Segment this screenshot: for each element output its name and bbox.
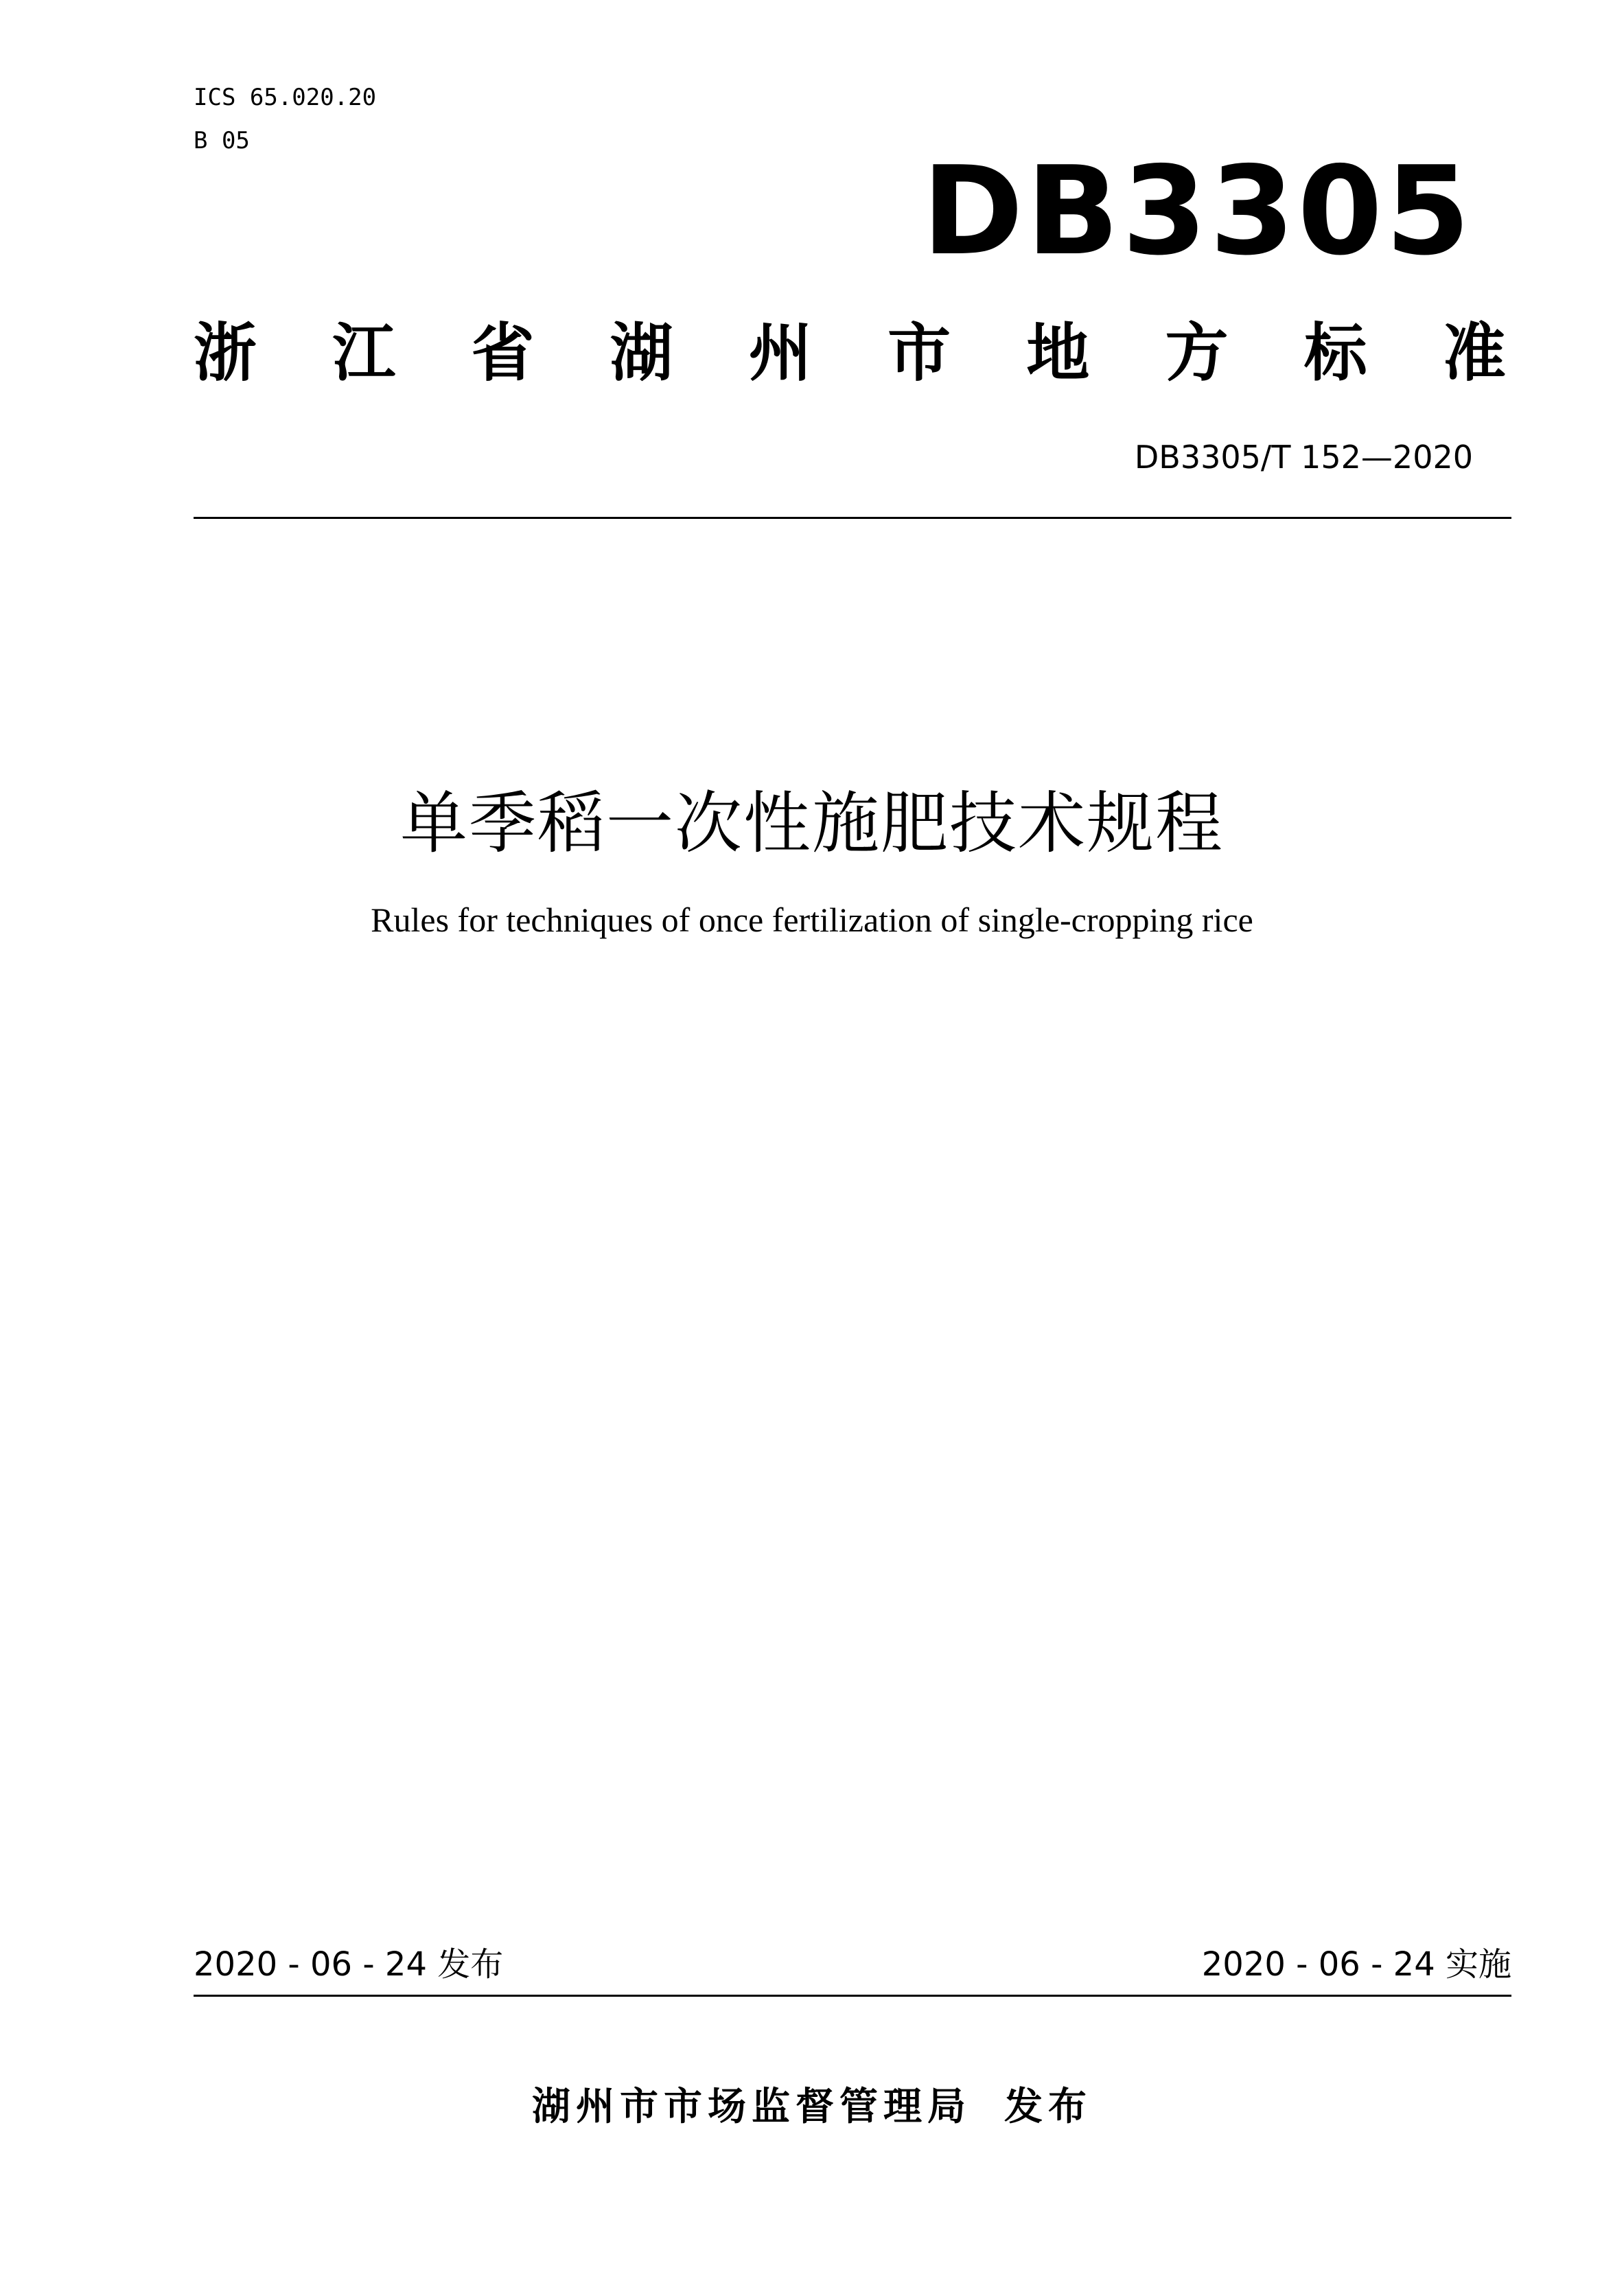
document-title-english: Rules for techniques of once fertilization of single-cropping rice xyxy=(371,901,1253,939)
category-char: 江 xyxy=(332,316,396,390)
standard-category-title xyxy=(194,316,1506,391)
implementation-date: 2020 - 06 - 24 实施 xyxy=(1201,1945,1511,1984)
ics-code: ICS 65.020.20 xyxy=(194,84,377,111)
category-char: 湖 xyxy=(610,316,673,390)
category-char: 标 xyxy=(1303,316,1367,390)
issue-date: 2020 - 06 - 24 发布 xyxy=(194,1945,504,1984)
category-char: 地 xyxy=(1026,316,1090,390)
publisher-line xyxy=(0,2081,1624,2133)
publisher-action: 发布 xyxy=(1004,2085,1092,2129)
category-char: 省 xyxy=(471,316,535,390)
category-char: 州 xyxy=(748,316,812,390)
footer-divider xyxy=(194,1995,1511,1997)
category-char: 浙 xyxy=(194,316,257,390)
category-char: 方 xyxy=(1165,316,1229,390)
standard-code-logo: DB3305 xyxy=(922,140,1473,282)
document-title-chinese: 单季稻一次性施肥技术规程 xyxy=(399,785,1224,863)
standard-number: DB3305/T 152—2020 xyxy=(1134,439,1473,476)
publisher-name: 湖州市市场监督管理局 xyxy=(532,2085,971,2129)
category-char: 准 xyxy=(1442,316,1506,390)
header-divider xyxy=(194,517,1511,519)
ccs-code: B 05 xyxy=(194,127,250,154)
category-char: 市 xyxy=(888,316,951,390)
